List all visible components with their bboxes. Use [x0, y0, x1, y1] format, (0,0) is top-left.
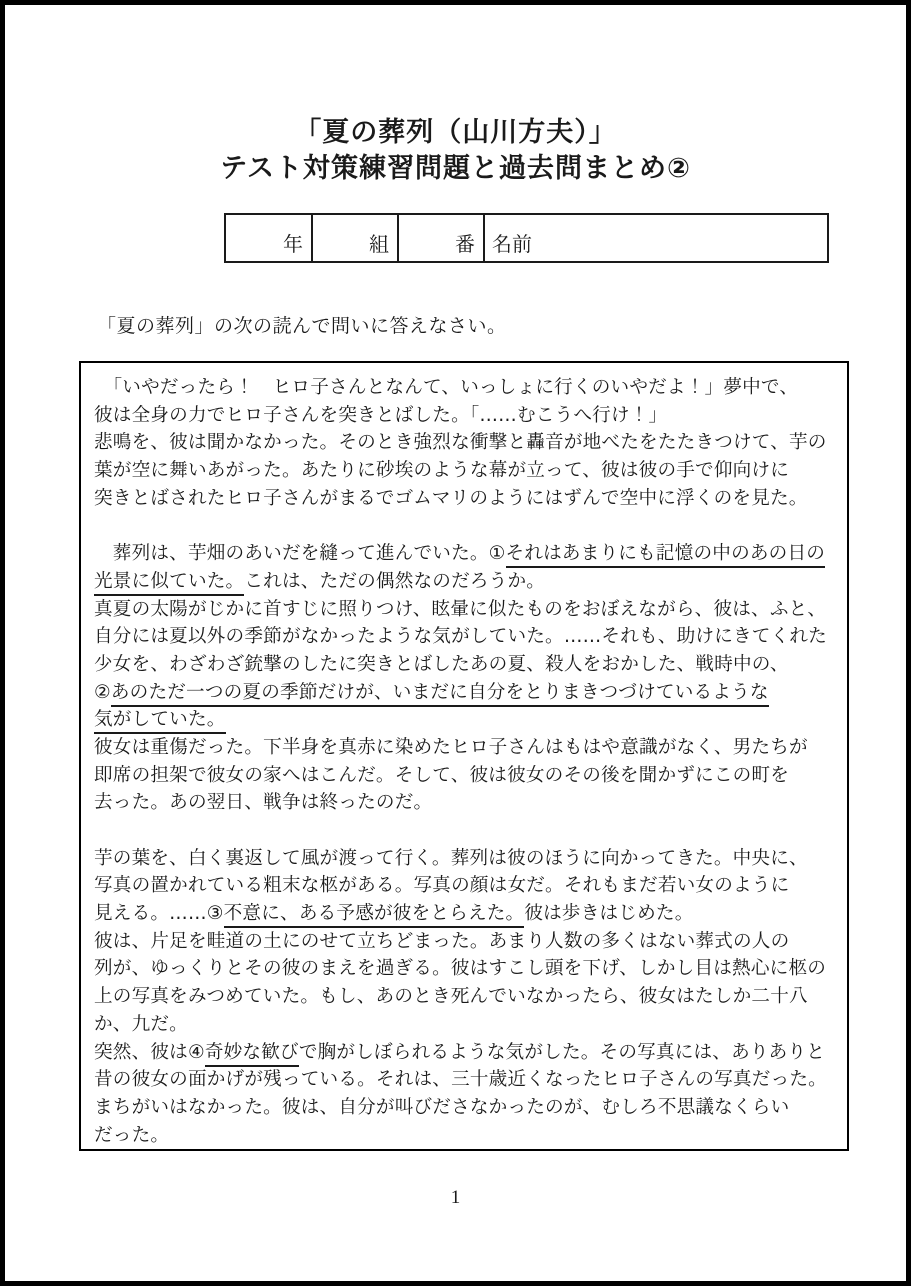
passage-line — [94, 872, 835, 900]
passage-line — [94, 983, 835, 1011]
passage-text: まちがいはなかった。彼は、自分が叫びださなかったのが、むしろ不思議なくらい — [94, 1096, 790, 1118]
passage-text: これは、ただの偶然なのだろうか。 — [244, 570, 546, 592]
passage-line — [94, 596, 835, 624]
year-cell: 年 — [225, 214, 312, 262]
title-line-1: 「夏の葬列（山川方夫）」 — [294, 117, 617, 148]
passage-text: ② — [94, 681, 111, 703]
document-title — [5, 115, 906, 187]
name-cell: 名前 — [484, 214, 828, 262]
underlined-phrase: 光景に似ていた。 — [94, 571, 244, 596]
passage-line — [94, 1066, 835, 1094]
underlined-phrase: あのただ一つの夏の季節だけが、いまだに自分をとりまきつづけているような — [111, 682, 769, 707]
passage-text: 自分には夏以外の季節がなかったような気がしていた。……それも、助けにきてくれた — [94, 626, 827, 648]
passage-line — [94, 762, 835, 790]
passage-line — [94, 429, 835, 457]
page-number: 1 — [450, 1187, 461, 1208]
passage-lines — [94, 374, 835, 1149]
passage-text: 彼は全身の力でヒロ子さんを突きとばした。「……むこうへ行け！」 — [94, 404, 668, 426]
passage-line — [94, 679, 835, 707]
passage-blank-line — [94, 512, 835, 540]
passage-line — [94, 485, 835, 513]
passage-text: 彼は、片足を畦道の土にのせて立ちどまった。あまり人数の多くはない葬式の人の — [94, 930, 790, 952]
passage-blank-line — [94, 817, 835, 845]
number-cell: 番 — [398, 214, 484, 262]
passage-text: 列が、ゆっくりとその彼のまえを過ぎる。彼はすこし頭を下げ、しかし目は熱心に柩の — [94, 958, 827, 980]
passage-line — [94, 1122, 835, 1150]
passage-text: 写真の置かれている粗末な柩がある。写真の顔は女だ。それもまだ若い女のように — [94, 875, 790, 897]
instruction-text: 「夏の葬列」の次の読んで問いに答えなさい。 — [97, 315, 507, 337]
passage-line — [94, 457, 835, 485]
passage-line — [94, 955, 835, 983]
passage-line — [94, 789, 835, 817]
passage-line — [94, 706, 835, 734]
passage-line — [94, 568, 835, 596]
underlined-phrase: それはあまりにも記憶の中のあの日の — [506, 543, 826, 568]
passage-line — [94, 900, 835, 928]
passage-text: 真夏の太陽がじかに首すじに照りつけ、眩暈に似たものをおぼえながら、彼は、ふと、 — [94, 598, 827, 620]
passage-line — [94, 1094, 835, 1122]
student-info-table — [224, 213, 829, 263]
passage-line — [94, 651, 835, 679]
passage-text: 去った。あの翌日、戦争は終ったのだ。 — [94, 792, 433, 814]
passage-text: 少女を、わざわざ銃撃のしたに突きとばしたあの夏、殺人をおかした、戦時中の、 — [94, 653, 789, 675]
passage-line — [94, 845, 835, 873]
passage-text: 葬列は、芋畑のあいだを縫って進んでいた。① — [94, 543, 506, 565]
passage-text: 悲鳴を、彼は聞かなかった。そのとき強烈な衝撃と轟音が地べたをたたきつけて、芋の — [94, 432, 827, 454]
passage-line — [94, 540, 835, 568]
student-info-row — [225, 214, 828, 262]
passage-line — [94, 623, 835, 651]
passage-box — [79, 361, 849, 1151]
passage-text: 彼女は重傷だった。下半身を真赤に染めたヒロ子さんはもはや意識がなく、男たちが — [94, 736, 808, 758]
passage-text: 突きとばされたヒロ子さんがまるでゴムマリのようにはずんで空中に浮くのを見た。 — [94, 487, 808, 509]
passage-text: 彼は歩きはじめた。 — [524, 903, 694, 925]
passage-text: 「いやだったら！ ヒロ子さんとなんて、いっしょに行くのいやだよ！」夢中で、 — [94, 377, 799, 398]
passage-line — [94, 734, 835, 762]
passage-text: 芋の葉を、白く裏返して風が渡って行く。葬列は彼のほうに向かってきた。中央に、 — [94, 847, 808, 869]
passage-line — [94, 1011, 835, 1039]
passage-text: 昔の彼女の面かげが残っている。それは、三十歳近くなったヒロ子さんの写真だった。 — [94, 1069, 827, 1091]
underlined-phrase: 気がしていた。 — [94, 709, 226, 734]
passage-text: 即席の担架で彼女の家へはこんだ。そして、彼は彼女のその後を聞かずにこの町を — [94, 764, 789, 786]
passage-text: 上の写真をみつめていた。もし、あのとき死んでいなかったら、彼女はたしか二十八 — [94, 986, 808, 1008]
passage-line — [94, 374, 835, 402]
passage-text: 見える。……③ — [94, 903, 224, 925]
title-line-2: テスト対策練習問題と過去問まとめ② — [220, 153, 691, 184]
underlined-phrase: 奇妙な歓び — [205, 1042, 299, 1067]
passage-text: だった。 — [94, 1124, 170, 1146]
class-cell: 組 — [312, 214, 398, 262]
passage-text: 突然、彼は④ — [94, 1041, 205, 1063]
passage-text: 葉が空に舞いあがった。あたりに砂埃のような幕が立って、彼は彼の手で仰向けに — [94, 460, 789, 482]
passage-text: で胸がしぼられるような気がした。その写真には、ありありと — [298, 1041, 826, 1063]
underlined-phrase: 不意に、ある予感が彼をとらえた。 — [224, 903, 525, 928]
passage-line — [94, 402, 835, 430]
passage-line — [94, 1039, 835, 1067]
passage-text: か、九だ。 — [94, 1013, 188, 1035]
passage-line — [94, 928, 835, 956]
